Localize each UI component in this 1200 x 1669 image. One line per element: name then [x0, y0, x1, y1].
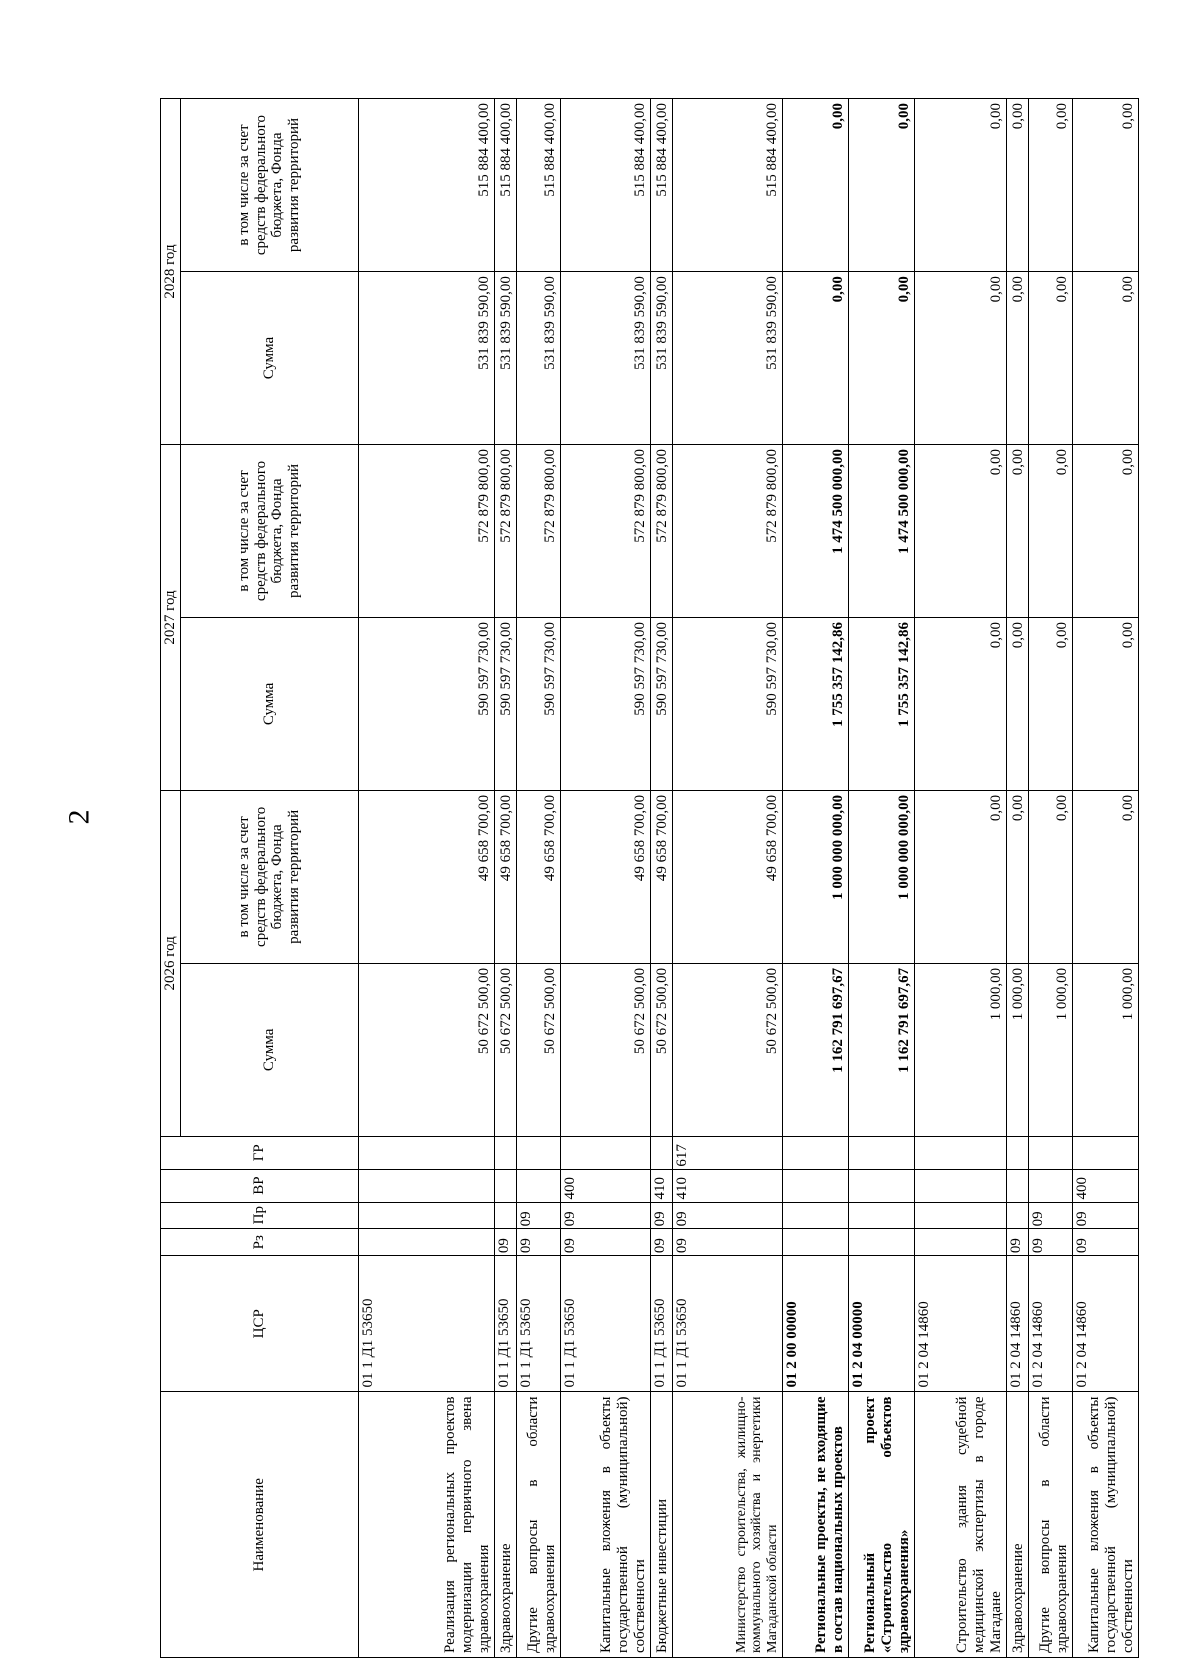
row-csr: 01 1 Д1 53650	[516, 1256, 560, 1392]
table-row	[650, 99, 672, 1658]
row-rz: 09	[494, 1229, 516, 1256]
row-sum-2027: 590 597 730,00	[494, 617, 516, 790]
row-csr: 01 1 Д1 53650	[672, 1256, 782, 1392]
row-vr	[1006, 1169, 1028, 1202]
row-vr: 400	[1072, 1169, 1138, 1202]
row-federal-2028: 515 884 400,00	[672, 99, 782, 272]
col-header-vr: ВР	[161, 1169, 359, 1202]
row-federal-2026: 49 658 700,00	[516, 790, 560, 963]
col-header-federal-2026: в том числе за счет средств федерального бюджета, Фонда развития территорий	[180, 790, 358, 963]
row-vr	[1028, 1169, 1072, 1202]
row-rz: 09	[560, 1229, 650, 1256]
row-federal-2027: 572 879 800,00	[560, 445, 650, 618]
row-sum-2027: 0,00	[1028, 617, 1072, 790]
row-csr: 01 1 Д1 53650	[560, 1256, 650, 1392]
row-sum-2028: 531 839 590,00	[494, 272, 516, 445]
row-pr	[1006, 1202, 1028, 1229]
col-header-name: Наименование	[161, 1392, 359, 1658]
row-gr	[848, 1136, 914, 1169]
row-gr	[1028, 1136, 1072, 1169]
row-name: Другие вопросы в области здравоохранения	[1028, 1392, 1072, 1658]
row-federal-2028: 515 884 400,00	[494, 99, 516, 272]
row-sum-2027: 0,00	[914, 617, 1006, 790]
table-row	[358, 99, 494, 1658]
row-vr	[914, 1169, 1006, 1202]
row-sum-2026: 50 672 500,00	[672, 963, 782, 1136]
table-row	[848, 99, 914, 1658]
row-csr: 01 1 Д1 53650	[494, 1256, 516, 1392]
row-vr	[782, 1169, 848, 1202]
row-sum-2028: 0,00	[914, 272, 1006, 445]
row-sum-2028: 0,00	[782, 272, 848, 445]
row-federal-2028: 0,00	[782, 99, 848, 272]
row-federal-2027: 0,00	[1072, 445, 1138, 618]
row-federal-2028: 0,00	[1072, 99, 1138, 272]
row-gr	[782, 1136, 848, 1169]
row-sum-2026: 50 672 500,00	[516, 963, 560, 1136]
budget-table	[160, 98, 1139, 1658]
row-pr	[848, 1202, 914, 1229]
row-sum-2027: 1 755 357 142,86	[848, 617, 914, 790]
row-name: Региональные проекты, не входящие в состав национальных проектов	[782, 1392, 848, 1658]
row-csr: 01 2 04 14860	[1028, 1256, 1072, 1392]
row-rz: 09	[672, 1229, 782, 1256]
row-federal-2026: 0,00	[1006, 790, 1028, 963]
row-name: Капитальные вложения в объекты государственной (муниципальной) собственности	[1072, 1392, 1138, 1658]
row-federal-2026: 49 658 700,00	[650, 790, 672, 963]
row-pr: 09	[1028, 1202, 1072, 1229]
row-federal-2026: 0,00	[1072, 790, 1138, 963]
col-header-pr: Пр	[161, 1202, 359, 1229]
row-csr: 01 2 04 14860	[1006, 1256, 1028, 1392]
row-pr: 09	[672, 1202, 782, 1229]
row-federal-2027: 1 474 500 000,00	[848, 445, 914, 618]
row-sum-2027: 590 597 730,00	[358, 617, 494, 790]
table-row	[1028, 99, 1072, 1658]
col-header-rz: Рз	[161, 1229, 359, 1256]
row-gr	[560, 1136, 650, 1169]
row-sum-2028: 531 839 590,00	[560, 272, 650, 445]
row-name: Строительство здания судебной медицинской экспертизы в городе Магадане	[914, 1392, 1006, 1658]
row-rz	[782, 1229, 848, 1256]
row-gr	[650, 1136, 672, 1169]
row-federal-2027: 572 879 800,00	[358, 445, 494, 618]
row-sum-2026: 1 000,00	[1028, 963, 1072, 1136]
row-gr	[358, 1136, 494, 1169]
row-federal-2027: 572 879 800,00	[516, 445, 560, 618]
row-gr	[914, 1136, 1006, 1169]
row-vr	[848, 1169, 914, 1202]
row-sum-2027: 590 597 730,00	[672, 617, 782, 790]
row-federal-2027: 572 879 800,00	[650, 445, 672, 618]
col-header-gr: ГР	[161, 1136, 359, 1169]
row-gr	[1006, 1136, 1028, 1169]
page-number: 2	[62, 809, 96, 825]
row-federal-2028: 515 884 400,00	[560, 99, 650, 272]
row-pr: 09	[1072, 1202, 1138, 1229]
row-federal-2027: 572 879 800,00	[672, 445, 782, 618]
row-federal-2027: 572 879 800,00	[494, 445, 516, 618]
row-csr: 01 2 04 14860	[1072, 1256, 1138, 1392]
row-sum-2027: 0,00	[1006, 617, 1028, 790]
row-federal-2028: 515 884 400,00	[516, 99, 560, 272]
col-header-sum-2028: Сумма	[180, 272, 358, 445]
row-gr	[494, 1136, 516, 1169]
row-rz: 09	[1072, 1229, 1138, 1256]
row-csr: 01 1 Д1 53650	[650, 1256, 672, 1392]
row-federal-2026: 1 000 000 000,00	[782, 790, 848, 963]
row-vr	[494, 1169, 516, 1202]
table-row	[782, 99, 848, 1658]
row-federal-2027: 0,00	[1006, 445, 1028, 618]
row-csr: 01 2 04 14860	[914, 1256, 1006, 1392]
col-header-year-2026: 2026 год	[161, 790, 181, 1136]
row-vr: 400	[560, 1169, 650, 1202]
row-sum-2028: 0,00	[1006, 272, 1028, 445]
row-federal-2028: 0,00	[848, 99, 914, 272]
row-vr	[516, 1169, 560, 1202]
row-sum-2027: 590 597 730,00	[516, 617, 560, 790]
row-name: Здравоохранение	[1006, 1392, 1028, 1658]
row-pr	[494, 1202, 516, 1229]
row-name: Региональный проект «Строительство объектов здравоохранения»	[848, 1392, 914, 1658]
row-federal-2026: 0,00	[914, 790, 1006, 963]
row-federal-2026: 49 658 700,00	[672, 790, 782, 963]
row-csr: 01 2 04 00000	[848, 1256, 914, 1392]
col-header-year-2027: 2027 год	[161, 445, 181, 791]
row-federal-2026: 49 658 700,00	[560, 790, 650, 963]
row-name: Здравоохранение	[494, 1392, 516, 1658]
row-federal-2027: 1 474 500 000,00	[782, 445, 848, 618]
table-row	[1006, 99, 1028, 1658]
row-sum-2026: 1 162 791 697,67	[782, 963, 848, 1136]
row-federal-2026: 49 658 700,00	[494, 790, 516, 963]
row-federal-2028: 0,00	[914, 99, 1006, 272]
row-name: Другие вопросы в области здравоохранения	[516, 1392, 560, 1658]
row-federal-2026: 0,00	[1028, 790, 1072, 963]
row-sum-2026: 1 000,00	[914, 963, 1006, 1136]
row-sum-2026: 1 000,00	[1006, 963, 1028, 1136]
row-federal-2028: 515 884 400,00	[650, 99, 672, 272]
row-sum-2027: 590 597 730,00	[560, 617, 650, 790]
table-row	[494, 99, 516, 1658]
row-rz: 09	[650, 1229, 672, 1256]
col-header-csr: ЦСР	[161, 1256, 359, 1392]
row-pr: 09	[650, 1202, 672, 1229]
row-sum-2027: 1 755 357 142,86	[782, 617, 848, 790]
row-sum-2026: 50 672 500,00	[358, 963, 494, 1136]
row-sum-2026: 50 672 500,00	[560, 963, 650, 1136]
col-header-federal-2027: в том числе за счет средств федерального бюджета, Фонда развития территорий	[180, 445, 358, 618]
row-sum-2026: 50 672 500,00	[494, 963, 516, 1136]
row-federal-2027: 0,00	[914, 445, 1006, 618]
row-sum-2028: 0,00	[848, 272, 914, 445]
col-header-sum-2026: Сумма	[180, 963, 358, 1136]
row-sum-2026: 1 162 791 697,67	[848, 963, 914, 1136]
table-row	[516, 99, 560, 1658]
row-csr: 01 2 00 00000	[782, 1256, 848, 1392]
row-federal-2026: 49 658 700,00	[358, 790, 494, 963]
col-header-sum-2027: Сумма	[180, 617, 358, 790]
row-vr: 410	[650, 1169, 672, 1202]
row-federal-2027: 0,00	[1028, 445, 1072, 618]
row-gr	[1072, 1136, 1138, 1169]
table-row	[560, 99, 650, 1658]
row-gr: 617	[672, 1136, 782, 1169]
row-sum-2028: 0,00	[1072, 272, 1138, 445]
row-rz	[914, 1229, 1006, 1256]
row-federal-2028: 0,00	[1028, 99, 1072, 272]
row-sum-2026: 50 672 500,00	[650, 963, 672, 1136]
rotated-table-wrapper	[160, 98, 1136, 1658]
row-rz	[358, 1229, 494, 1256]
row-rz: 09	[516, 1229, 560, 1256]
table-body	[358, 99, 1138, 1658]
row-name: Министерство строительства, жилищно-коммунального хозяйства и энергетики Магаданской области	[672, 1392, 782, 1658]
row-name: Реализация региональных проектов модернизации первичного звена здравоохранения	[358, 1392, 494, 1658]
row-pr: 09	[516, 1202, 560, 1229]
row-csr: 01 1 Д1 53650	[358, 1256, 494, 1392]
table-row	[1072, 99, 1138, 1658]
row-sum-2027: 590 597 730,00	[650, 617, 672, 790]
row-sum-2027: 0,00	[1072, 617, 1138, 790]
row-sum-2028: 531 839 590,00	[358, 272, 494, 445]
row-rz	[848, 1229, 914, 1256]
row-rz: 09	[1028, 1229, 1072, 1256]
row-name: Капитальные вложения в объекты государственной (муниципальной) собственности	[560, 1392, 650, 1658]
row-pr	[914, 1202, 1006, 1229]
row-name: Бюджетные инвестиции	[650, 1392, 672, 1658]
row-rz: 09	[1006, 1229, 1028, 1256]
row-sum-2028: 0,00	[1028, 272, 1072, 445]
row-pr: 09	[560, 1202, 650, 1229]
row-federal-2028: 515 884 400,00	[358, 99, 494, 272]
row-vr	[358, 1169, 494, 1202]
row-vr: 410	[672, 1169, 782, 1202]
col-header-year-2028: 2028 год	[161, 99, 181, 445]
table-row	[914, 99, 1006, 1658]
col-header-federal-2028: в том числе за счет средств федерального бюджета, Фонда развития территорий	[180, 99, 358, 272]
table-row	[672, 99, 782, 1658]
row-sum-2026: 1 000,00	[1072, 963, 1138, 1136]
row-gr	[516, 1136, 560, 1169]
row-sum-2028: 531 839 590,00	[516, 272, 560, 445]
row-sum-2028: 531 839 590,00	[650, 272, 672, 445]
row-federal-2026: 1 000 000 000,00	[848, 790, 914, 963]
row-sum-2028: 531 839 590,00	[672, 272, 782, 445]
row-pr	[782, 1202, 848, 1229]
row-federal-2028: 0,00	[1006, 99, 1028, 272]
row-pr	[358, 1202, 494, 1229]
